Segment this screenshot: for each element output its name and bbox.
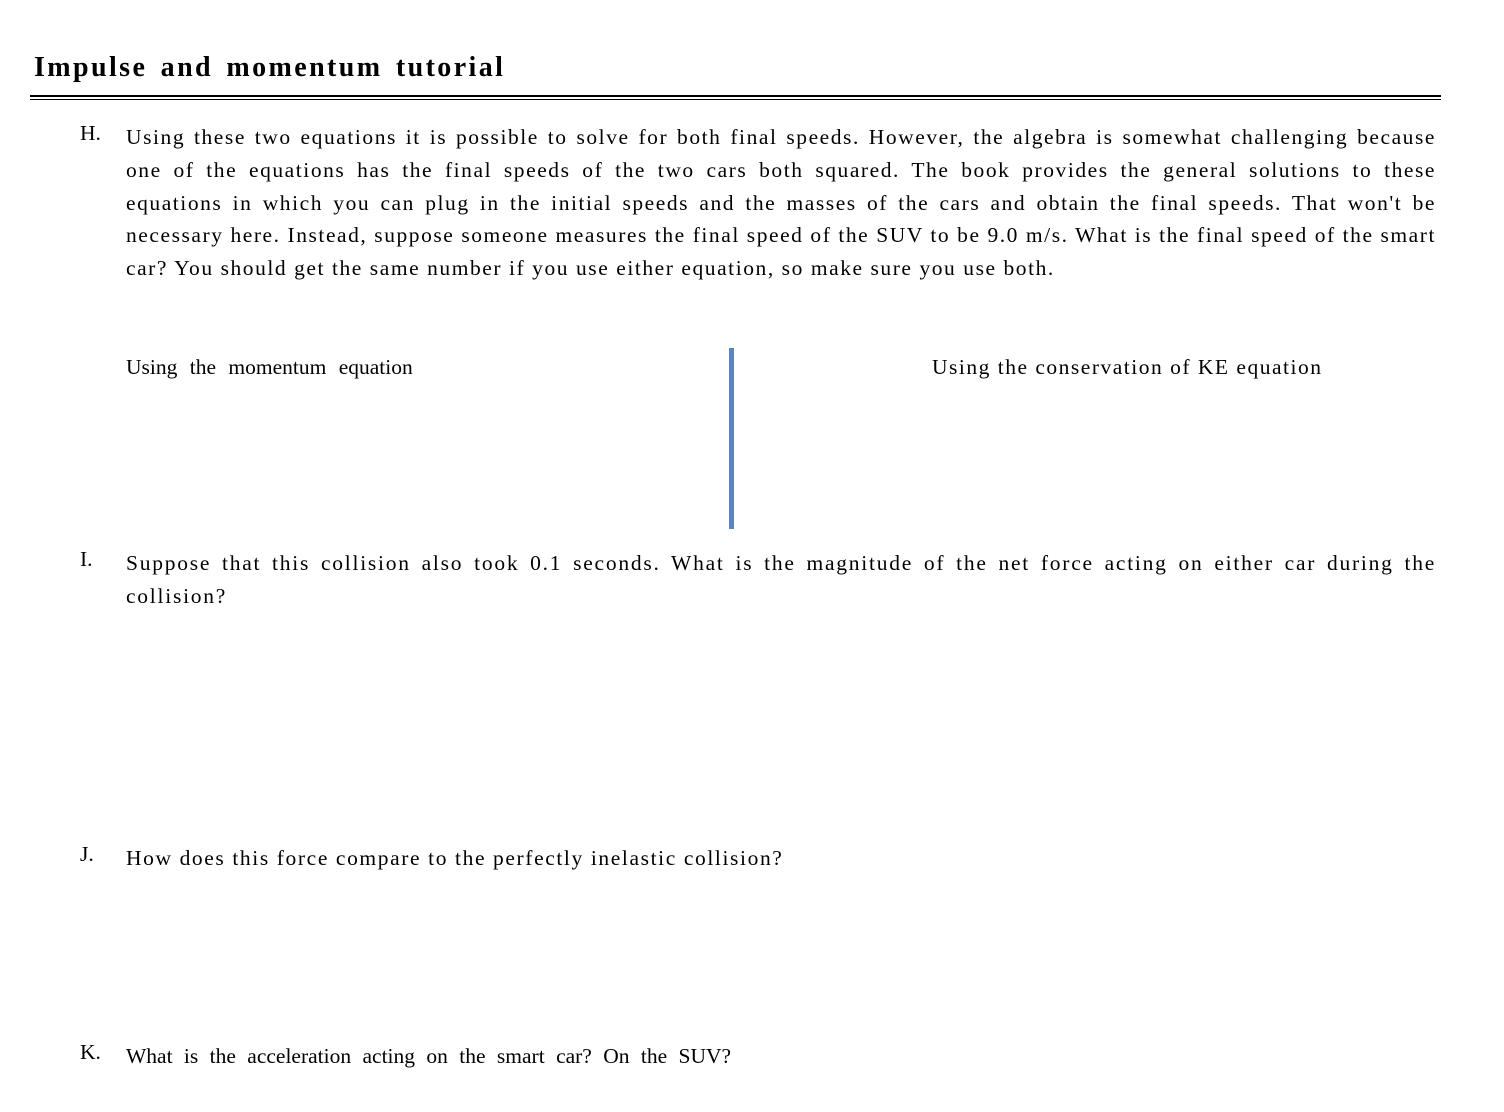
column-divider [729,348,734,529]
momentum-equation-label: Using the momentum equation [126,355,413,379]
question-j-letter: J. [80,842,94,866]
question-i-letter: I. [80,547,93,571]
question-k-text: What is the acceleration acting on the smart car? On the SUV? [126,1044,732,1068]
document-title: Impulse and momentum tutorial [34,52,506,83]
question-k-letter: K. [80,1040,101,1064]
question-i-text: Suppose that this collision also took 0.1 seconds. What is the magnitude of the net force acting on either car during the collision? [126,551,1436,608]
ke-equation-label: Using the conservation of KE equation [932,355,1323,379]
question-h-letter: H. [80,121,101,145]
title-divider [30,95,1441,100]
question-j-text: How does this force compare to the perfectly inelastic collision? [126,846,784,870]
question-h-text: Using these two equations it is possible to solve for both final speeds. However, the algebra is somewhat challenging because one of the equations has the final speeds of the two cars both squared. The book provides the general solutions to these equations in which you can plug in the initial speeds and the masses of the cars and obtain the final speeds. That won't be necessary here. Instead, suppose someone measures the final speed of the SUV to be 9.0 m/s. What is the final speed of the smart car? You should get the same number if you use either equation, so make sure you use both. [126,125,1436,281]
